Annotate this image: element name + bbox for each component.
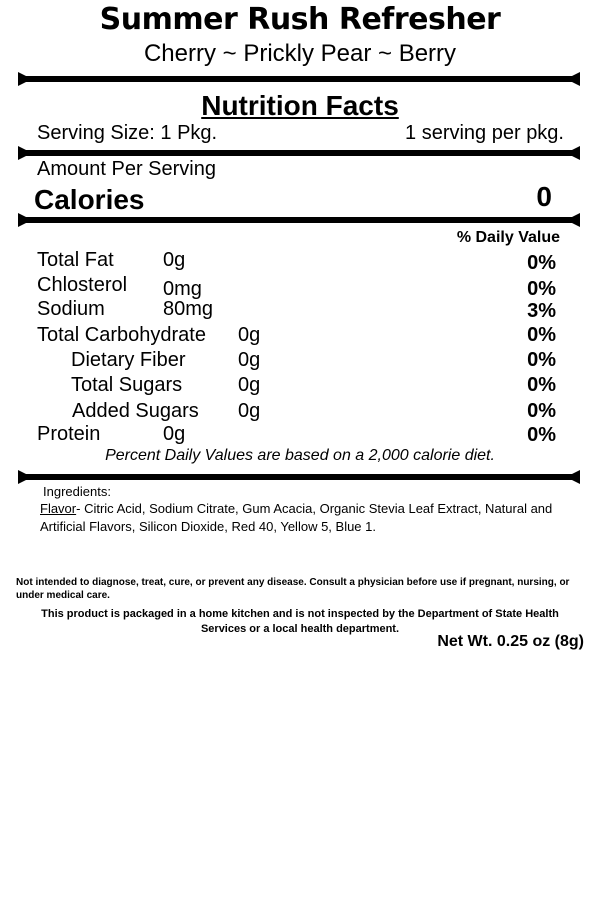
- product-title: Summer Rush Refresher: [99, 2, 501, 37]
- nutrient-amount: 80mg: [163, 298, 214, 320]
- nutrient-row-sodium: [0, 298, 600, 324]
- amount-per-serving: Amount Per Serving: [37, 158, 216, 180]
- nutrient-daily-value: 0%: [527, 278, 556, 300]
- ingredients-heading: Ingredients:: [43, 484, 111, 499]
- ingredients-list: [40, 500, 560, 536]
- nutrient-amount: 0g: [238, 374, 261, 396]
- nutrient-amount: 0g: [238, 349, 261, 371]
- nutrient-amount: 0g: [238, 400, 261, 422]
- medical-disclaimer: Not intended to diagnose, treat, cure, or prevent any disease. Consult a physician before use if pregnant, nursing, or under medical care.: [16, 577, 570, 601]
- nutrient-name: Protein: [37, 423, 101, 445]
- servings-per-package: 1 serving per pkg.: [405, 122, 564, 144]
- nutrient-daily-value: 0%: [527, 324, 556, 346]
- nutrient-daily-value: 0%: [527, 424, 556, 446]
- nutrient-row-total-sugars: [0, 374, 600, 400]
- nutrient-name: Chlosterol: [37, 274, 128, 296]
- nutrient-name: Total Sugars: [71, 374, 183, 396]
- nutrient-row-total-fat: [0, 249, 600, 275]
- nutrient-amount: 0g: [238, 324, 261, 346]
- flavor-label: Flavor: [40, 501, 77, 516]
- product-subtitle: Cherry ~ Prickly Pear ~ Berry: [143, 40, 457, 67]
- nutrient-row-total-carbohydrate: [0, 324, 600, 350]
- nutrient-daily-value: 3%: [527, 300, 556, 322]
- nutrient-name: Added Sugars: [72, 400, 199, 422]
- nutrition-facts-heading: Nutrition Facts: [201, 90, 399, 121]
- nutrient-row-protein: [0, 423, 600, 449]
- home-kitchen-notice: This product is packaged in a home kitchen and is not inspected by the Department of State Health Services or a local health department.: [41, 608, 559, 635]
- nutrient-name: Total Fat: [37, 249, 114, 271]
- nutrient-row-dietary-fiber: [0, 349, 600, 375]
- daily-value-footnote: Percent Daily Values are based on a 2,000 calorie diet.: [105, 447, 495, 464]
- nutrient-amount: 0g: [163, 249, 186, 271]
- nutrient-amount: 0g: [163, 423, 186, 445]
- nutrient-name: Dietary Fiber: [71, 349, 186, 371]
- divider-rule: [18, 470, 580, 484]
- divider-rule: [18, 72, 580, 86]
- nutrient-row-cholesterol: [0, 274, 600, 300]
- daily-value-header: % Daily Value: [456, 229, 560, 246]
- calories-label: Calories: [34, 184, 145, 215]
- ingredients-text: - Citric Acid, Sodium Citrate, Gum Acacia, Organic Stevia Leaf Extract, Natural and Artificial Flavors, Silicon Dioxide, Red 40, Yellow 5, Blue 1.: [40, 501, 553, 534]
- calories-value: 0: [536, 181, 552, 212]
- nutrient-daily-value: 0%: [527, 252, 556, 274]
- net-weight: Net Wt. 0.25 oz (8g): [437, 633, 584, 650]
- divider-rule: [18, 213, 580, 227]
- nutrient-daily-value: 0%: [527, 374, 556, 396]
- serving-size: Serving Size: 1 Pkg.: [37, 122, 218, 144]
- nutrient-name: Total Carbohydrate: [37, 324, 206, 346]
- nutrient-daily-value: 0%: [527, 400, 556, 422]
- nutrient-amount: 0mg: [163, 278, 202, 300]
- nutrient-name: Sodium: [37, 298, 105, 320]
- nutrient-daily-value: 0%: [527, 349, 556, 371]
